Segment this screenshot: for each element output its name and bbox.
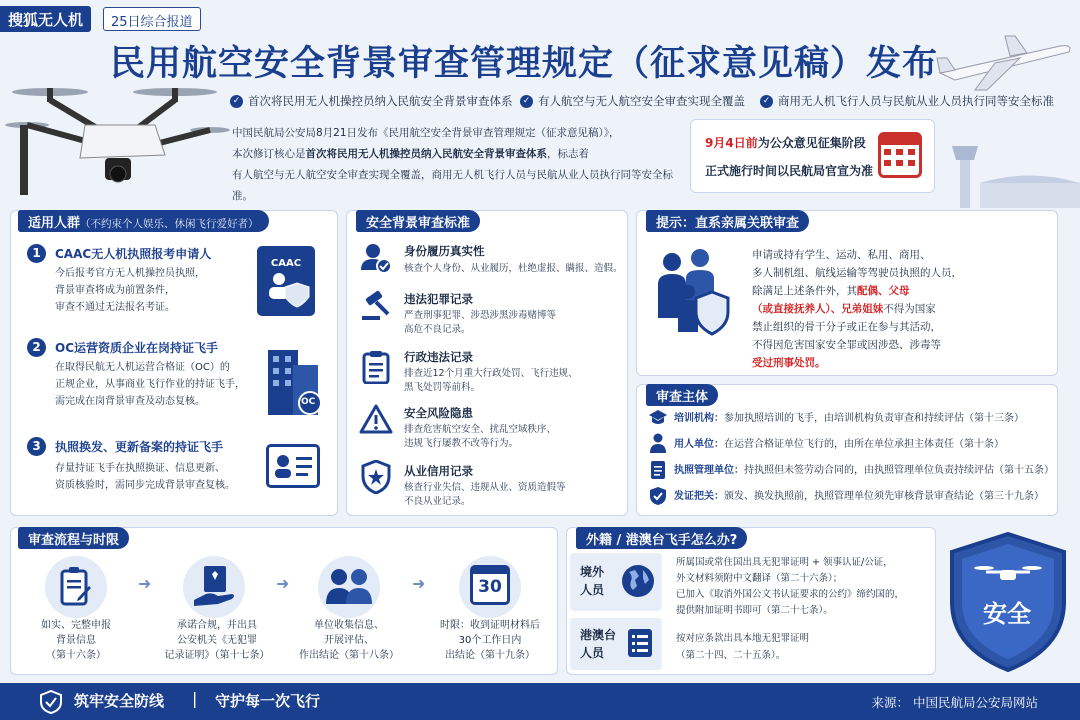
shield-star-icon bbox=[361, 460, 391, 494]
foreign-text: 所属国或常住国出具无犯罪证明 + 领事认证/公证， 外文材料须附中文翻译（第二十六条）； 已加入《取消外国公文书认证要求的公约》缔约国的， 提供附加证明书即可（第二十七条）。 bbox=[676, 557, 905, 616]
drone-illustration bbox=[5, 70, 230, 195]
scope-item-title: OC运营资质企业在岗持证飞手 bbox=[55, 341, 219, 355]
foreign-label: 港澳台 人员 bbox=[580, 628, 617, 660]
standard-title: 身份履历真实性 bbox=[404, 244, 485, 258]
hand-document-icon bbox=[192, 564, 238, 608]
highlight-1: ✓ 首次将民用无人机操控员纳入民航安全背景审查体系 bbox=[230, 93, 513, 109]
standard-desc: 排查近12个月重大行政处罚、飞行违规、 黑飞处罚等前科。 bbox=[404, 368, 578, 393]
check-icon: ✓ bbox=[760, 95, 773, 108]
arrow-right-icon: ➜ bbox=[276, 574, 290, 593]
id-card-icon bbox=[266, 444, 320, 488]
shield-icon bbox=[40, 690, 62, 714]
foreign-label: 境外 人员 bbox=[580, 565, 605, 597]
standard-desc: 严查刑事犯罪、涉恐涉黑涉毒赌博等 高危不良记录。 bbox=[404, 310, 557, 335]
standards-heading: 安全背景审查标准 bbox=[356, 210, 480, 232]
check-icon: ✓ bbox=[520, 95, 533, 108]
gavel-icon bbox=[360, 290, 392, 322]
subject-item: 用人单位：在运营合格证单位飞行的，由所在单位承担主体责任（第十条） bbox=[674, 439, 1004, 450]
footer-slogan: 守护每一次飞行 bbox=[215, 692, 321, 710]
standard-desc: 核查个人身份、从业履历，杜绝虚报、瞒报、造假。 bbox=[404, 263, 623, 274]
footer-slogan: 筑牢安全防线 bbox=[74, 692, 165, 710]
subject-heading: 审查主体 bbox=[646, 384, 718, 406]
calendar-30-icon: 30 bbox=[470, 565, 510, 605]
footer-bar bbox=[0, 683, 1080, 720]
foreign-text: 按对应条款出具本地无犯罪证明 （第二十四、二十五条）。 bbox=[676, 633, 810, 661]
number-badge: 2 bbox=[27, 338, 46, 357]
scope-item-text: 今后报考官方无人机操控员执照， 背景审查将成为前置条件， 审查不通过无法报名考证。 bbox=[55, 268, 205, 313]
globe-icon bbox=[621, 564, 655, 598]
highlight-2: ✓ 有人航空与无人航空安全审查实现全覆盖 bbox=[520, 93, 745, 109]
document-list-icon bbox=[626, 627, 654, 659]
employee-icon bbox=[649, 433, 667, 453]
airport-tower-illustration bbox=[930, 128, 1080, 208]
standard-title: 安全风险隐患 bbox=[404, 406, 473, 420]
form-edit-icon bbox=[60, 566, 92, 606]
building-icon: OC bbox=[263, 340, 323, 415]
standard-desc: 核查行业失信、违规从业、资质造假等 不良从业记录。 bbox=[404, 482, 566, 507]
process-step: 单位收集信息、 开展评估、 作出结论（第十八条） bbox=[299, 620, 399, 661]
scope-item-text: 在取得民航无人机运营合格证（OC）的 正规企业，从事商业飞行作业的持证飞手， 需完成在岗背景审查及动态复核。 bbox=[55, 362, 245, 407]
tip-text: 申请或持有学生、运动、私用、商用、 多人制机组、航线运输等驾驶员执照的人员， 除满足上述条件外，其配偶、父母 （或直接抚养人）、兄弟姐妹不得为国家 禁止组织的骨干分子或正在参与其活动， 不得因危害国家安全罪或因涉恐、涉毒等 受过刑事处罚。 bbox=[752, 249, 962, 369]
calendar-icon bbox=[878, 132, 922, 178]
standard-desc: 排查危害航空安全、扰乱空域秩序、 违规飞行屡教不改等行为。 bbox=[404, 424, 557, 449]
scope-heading: 适用人群（不约束个人娱乐、休闲飞行爱好者） bbox=[18, 210, 269, 232]
graduation-cap-icon bbox=[648, 409, 668, 427]
highlight-3: ✓ 商用无人机飞行人员与民航从业人员执行同等安全标准 bbox=[760, 93, 1054, 109]
shield-label: 安全 bbox=[983, 600, 1031, 628]
scope-item-text: 存量持证飞手在执照换证、信息更新、 资质核验时，需同步完成背景审查复核。 bbox=[55, 463, 235, 491]
team-icon bbox=[325, 568, 373, 604]
notice-box: 9月4日前为公众意见征集阶段 正式施行时间以民航局官宣为准 bbox=[690, 119, 935, 193]
process-step: 承诺合规，并出具 公安机关《无犯罪 记录证明》（第十七条） bbox=[164, 620, 270, 661]
scope-item-title: 执照换发、更新备案的持证飞手 bbox=[55, 440, 224, 454]
tip-heading: 提示：直系亲属关联审查 bbox=[646, 210, 809, 232]
clipboard-icon bbox=[362, 350, 390, 384]
subject-item: 执照管理单位：持执照但未签劳动合同的，由执照管理单位负责持续评估（第十五条） bbox=[674, 465, 1054, 476]
shield-check-icon bbox=[649, 486, 667, 506]
foreign-heading: 外籍 / 港澳台飞手怎么办? bbox=[576, 527, 747, 549]
process-step: 时限：收到证明材料后 30个工作日内 出结论（第十九条） bbox=[440, 620, 540, 661]
warning-icon bbox=[359, 404, 393, 434]
scope-item-title: CAAC无人机执照报考申请人 bbox=[55, 247, 212, 261]
date-label: 25日综合报道 bbox=[103, 7, 201, 31]
arrow-right-icon: ➜ bbox=[412, 574, 426, 593]
document-icon bbox=[650, 460, 666, 480]
process-heading: 审查流程与时限 bbox=[18, 527, 129, 549]
footer-source: 来源： 中国民航局公安局网站 bbox=[871, 695, 1038, 710]
number-badge: 3 bbox=[27, 437, 46, 456]
subject-item: 培训机构：参加执照培训的飞手，由培训机构负责审查和持续评估（第十三条） bbox=[674, 413, 1024, 424]
subject-item: 发证把关：颁发、换发执照前，执照管理单位须先审核背景审查结论（第三十九条） bbox=[674, 491, 1044, 502]
airplane-illustration bbox=[935, 28, 1075, 98]
user-check-icon bbox=[360, 242, 392, 274]
check-icon: ✓ bbox=[230, 95, 243, 108]
family-icon bbox=[652, 248, 732, 338]
number-badge: 1 bbox=[27, 244, 46, 263]
footer-separator: | bbox=[192, 689, 198, 708]
standard-title: 从业信用记录 bbox=[404, 464, 473, 478]
standard-title: 违法犯罪记录 bbox=[404, 292, 473, 306]
page-title: 民用航空安全背景审查管理规定（征求意见稿）发布 bbox=[110, 44, 939, 84]
brand-label: 搜狐无人机 bbox=[0, 6, 91, 32]
standard-title: 行政违法记录 bbox=[404, 350, 473, 364]
intro-paragraph: 中国民航局公安局8月21日发布《民用航空安全背景审查管理规定（征求意见稿）》， 本次修订核心是首次将民用无人机操控员纳入民航安全背景审查体系，标志着 有人航空与无人航空安全审查实现全覆盖，商用无人机飞行人员与民航从业人员执行同等安全标准。 bbox=[232, 127, 673, 202]
process-step: 如实、完整申报 背景信息 （第十六条） bbox=[41, 620, 111, 661]
arrow-right-icon: ➜ bbox=[138, 574, 152, 593]
license-card-icon: CAAC bbox=[257, 246, 315, 316]
